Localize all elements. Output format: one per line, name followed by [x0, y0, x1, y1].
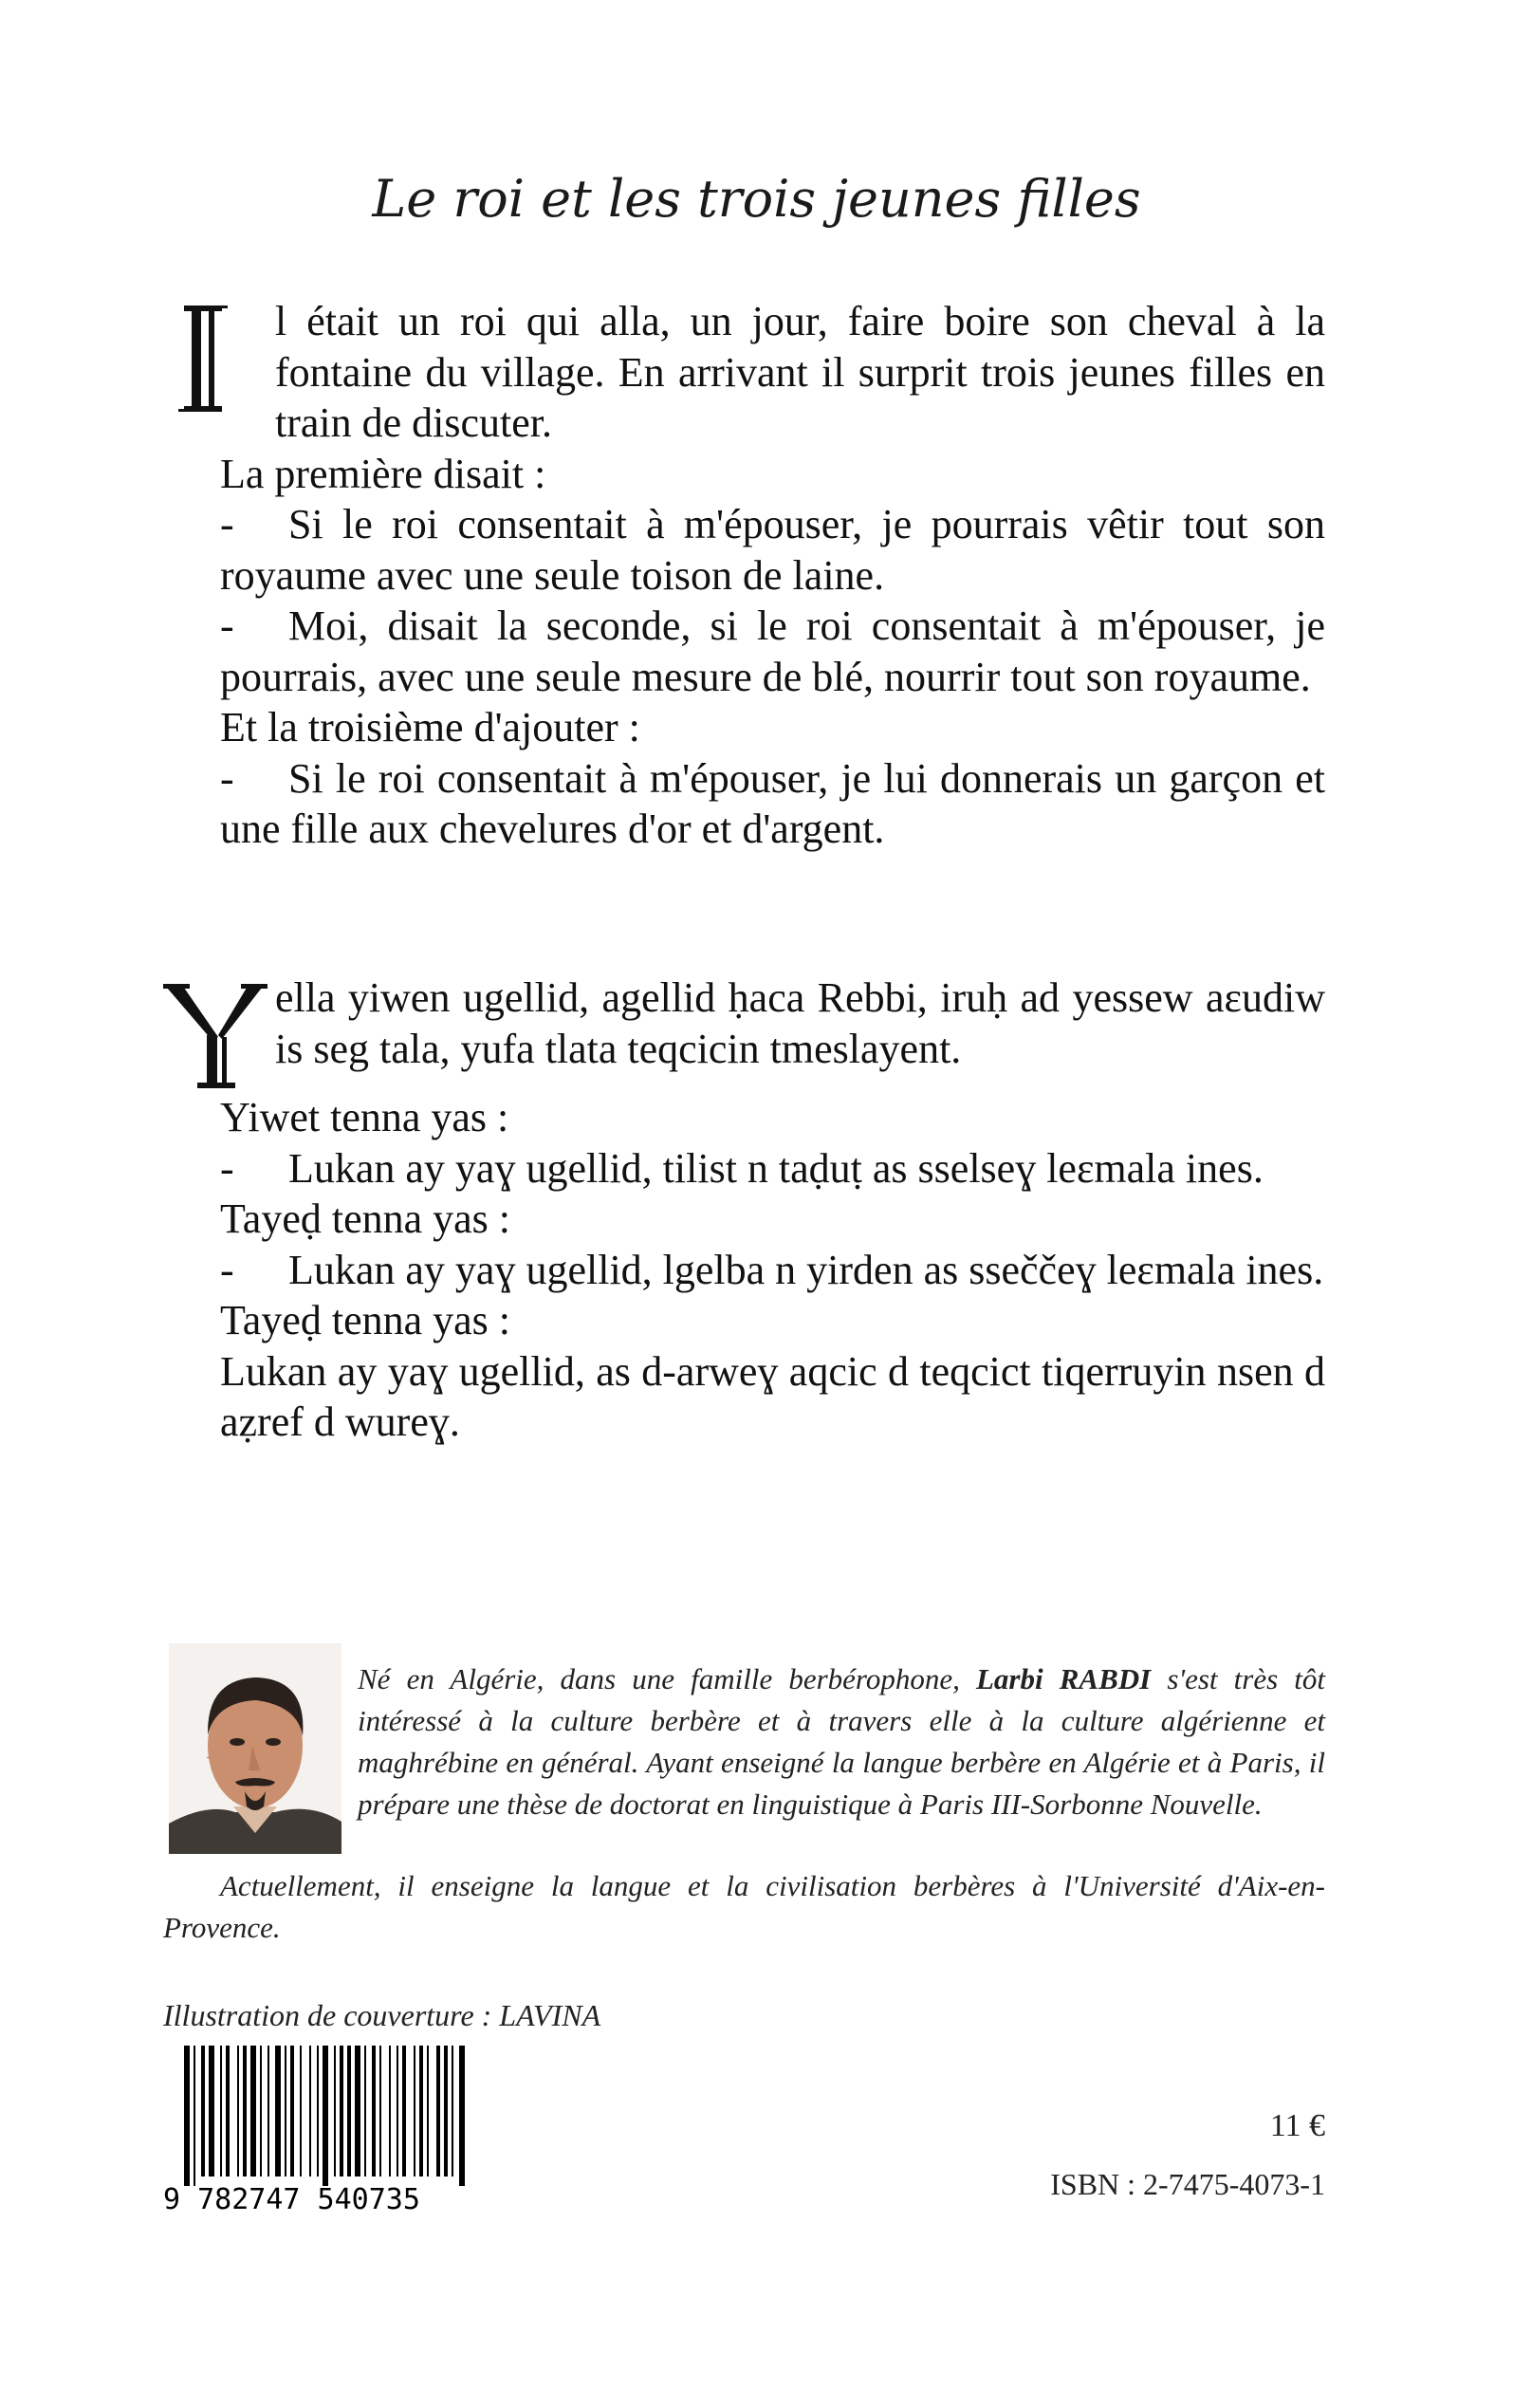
isbn-barcode: [163, 2046, 548, 2216]
author-name: Larbi RABDI: [976, 1662, 1152, 1695]
barcode-bar: [436, 2046, 440, 2176]
kabyle-line-1: Yiwet tenna yas :: [220, 1094, 509, 1140]
barcode-bar: [323, 2046, 328, 2186]
barcode-digits: 9 782747 540735: [163, 2183, 420, 2216]
barcode-bar: [317, 2046, 319, 2176]
barcode-bar: [347, 2046, 351, 2176]
french-para-1: l était un roi qui alla, un jour, faire boire son cheval à la fontaine du village. En arrivant il surprit trois jeunes filles en train de discuter.: [275, 298, 1325, 446]
barcode-bar: [340, 2046, 343, 2176]
barcode-bar: [285, 2046, 286, 2176]
dash-mark: -: [220, 602, 234, 649]
barcode-bar: [250, 2046, 256, 2176]
french-line-third: Et la troisième d'ajouter :: [220, 704, 640, 750]
kabyle-dash-2-text: Lukan ay yaɣ ugellid, lgelba n yirden as sseččeɣ leɛmala ines.: [288, 1246, 1324, 1293]
bio-intro: Né en Algérie, dans une famille berbérophone,: [358, 1662, 960, 1695]
dash-mark: -: [220, 1144, 234, 1192]
barcode-bar: [389, 2046, 391, 2176]
barcode-bar: [419, 2046, 423, 2176]
barcode-bar: [309, 2046, 311, 2176]
dropcap-y: [163, 978, 268, 1092]
kabyle-line-3: Tayeḍ tenna yas :: [220, 1297, 511, 1343]
kabyle-dash-1: [163, 1143, 1325, 1195]
barcode-bar: [260, 2046, 262, 2176]
kabyle-text: [163, 972, 1325, 1448]
barcode-bar: [300, 2046, 302, 2176]
isbn: ISBN : 2-7475-4073-1: [1050, 2167, 1325, 2201]
barcode-bar: [364, 2046, 366, 2176]
barcode-bar: [452, 2046, 453, 2176]
dropcap-i: [163, 302, 268, 416]
barcode-bar: [226, 2046, 230, 2176]
barcode-bar: [194, 2046, 195, 2186]
french-dash-1-text: Si le roi consentait à m'épouser, je pourrais vêtir tout son royaume avec une seule toison de laine.: [220, 501, 1325, 599]
kabyle-dash-2: [163, 1245, 1325, 1296]
barcode-bar: [209, 2046, 214, 2176]
barcode-bar: [334, 2046, 336, 2176]
barcode-bar: [372, 2046, 376, 2176]
barcode-bar: [427, 2046, 429, 2176]
barcode-bar: [397, 2046, 398, 2176]
bio-body: s'est très tôt intéressé à la culture berbère et à travers elle à la culture algérienne et maghrébine en général. Ayant enseigné la langue berbère en Algérie et à Paris, il prépare une thèse de doctorat en linguistique à Paris III-Sorbonne Nouvelle.: [358, 1662, 1325, 1821]
kabyle-line-2: Tayeḍ tenna yas :: [220, 1195, 511, 1242]
barcode-bar: [379, 2046, 381, 2176]
dash-mark: -: [220, 754, 234, 802]
dash-mark: -: [220, 501, 234, 547]
kabyle-para-1: ella yiwen ugellid, agellid ḥaca Rebbi, iruḥ ad yessew aɛudiw is seg tala, yufa tlata teqcicin tmeslayent.: [275, 974, 1325, 1072]
barcode-bar: [237, 2046, 239, 2176]
kabyle-dash-1-text: Lukan ay yaɣ ugellid, tilist n taḍuṭ as sselseɣ leɛmala ines.: [288, 1144, 1264, 1192]
barcode-bar: [402, 2046, 406, 2176]
barcode-bar: [414, 2046, 415, 2176]
french-dash-2: [163, 601, 1325, 702]
barcode-bar: [184, 2046, 190, 2186]
author-bio-2: Actuellement, il enseigne la langue et la civilisation berbères à l'Université d'Aix-en-Provence.: [163, 1869, 1325, 1944]
barcode-bar: [243, 2046, 247, 2176]
french-dash-1: [163, 499, 1325, 601]
french-line-first: La première disait :: [220, 450, 546, 497]
dash-mark: -: [220, 1246, 234, 1293]
barcode-bar: [275, 2046, 281, 2176]
barcode-bar: [459, 2046, 465, 2186]
dropcap-letter: I: [163, 302, 164, 303]
illustration-credit: Illustration de couverture : LAVINA: [163, 1998, 601, 2032]
french-dash-2-text: Moi, disait la seconde, si le roi consentait à m'épouser, je pourrais, avec une seule mesure de blé, nourrir tout son royaume.: [220, 602, 1325, 700]
barcode-bar: [355, 2046, 360, 2176]
book-title: Le roi et les trois jeunes filles: [372, 169, 1141, 229]
author-bio: [163, 1658, 1325, 1825]
barcode-bar: [290, 2046, 294, 2176]
barcode-bar: [201, 2046, 205, 2176]
french-dash-3-text: Si le roi consentait à m'épouser, je lui donnerais un garçon et une fille aux chevelures d'or et d'argent.: [220, 754, 1325, 852]
barcode-bar: [220, 2046, 222, 2176]
barcode-bar: [268, 2046, 269, 2176]
price: 11 €: [1269, 2108, 1325, 2143]
french-text: [163, 296, 1325, 855]
kabyle-line-4: Lukan ay yaɣ ugellid, as d-arweɣ aqcic d teqcict tiqerruyin nsen d aẓref d wureɣ.: [220, 1347, 1325, 1445]
french-dash-3: [163, 753, 1325, 855]
barcode-bar: [444, 2046, 448, 2176]
